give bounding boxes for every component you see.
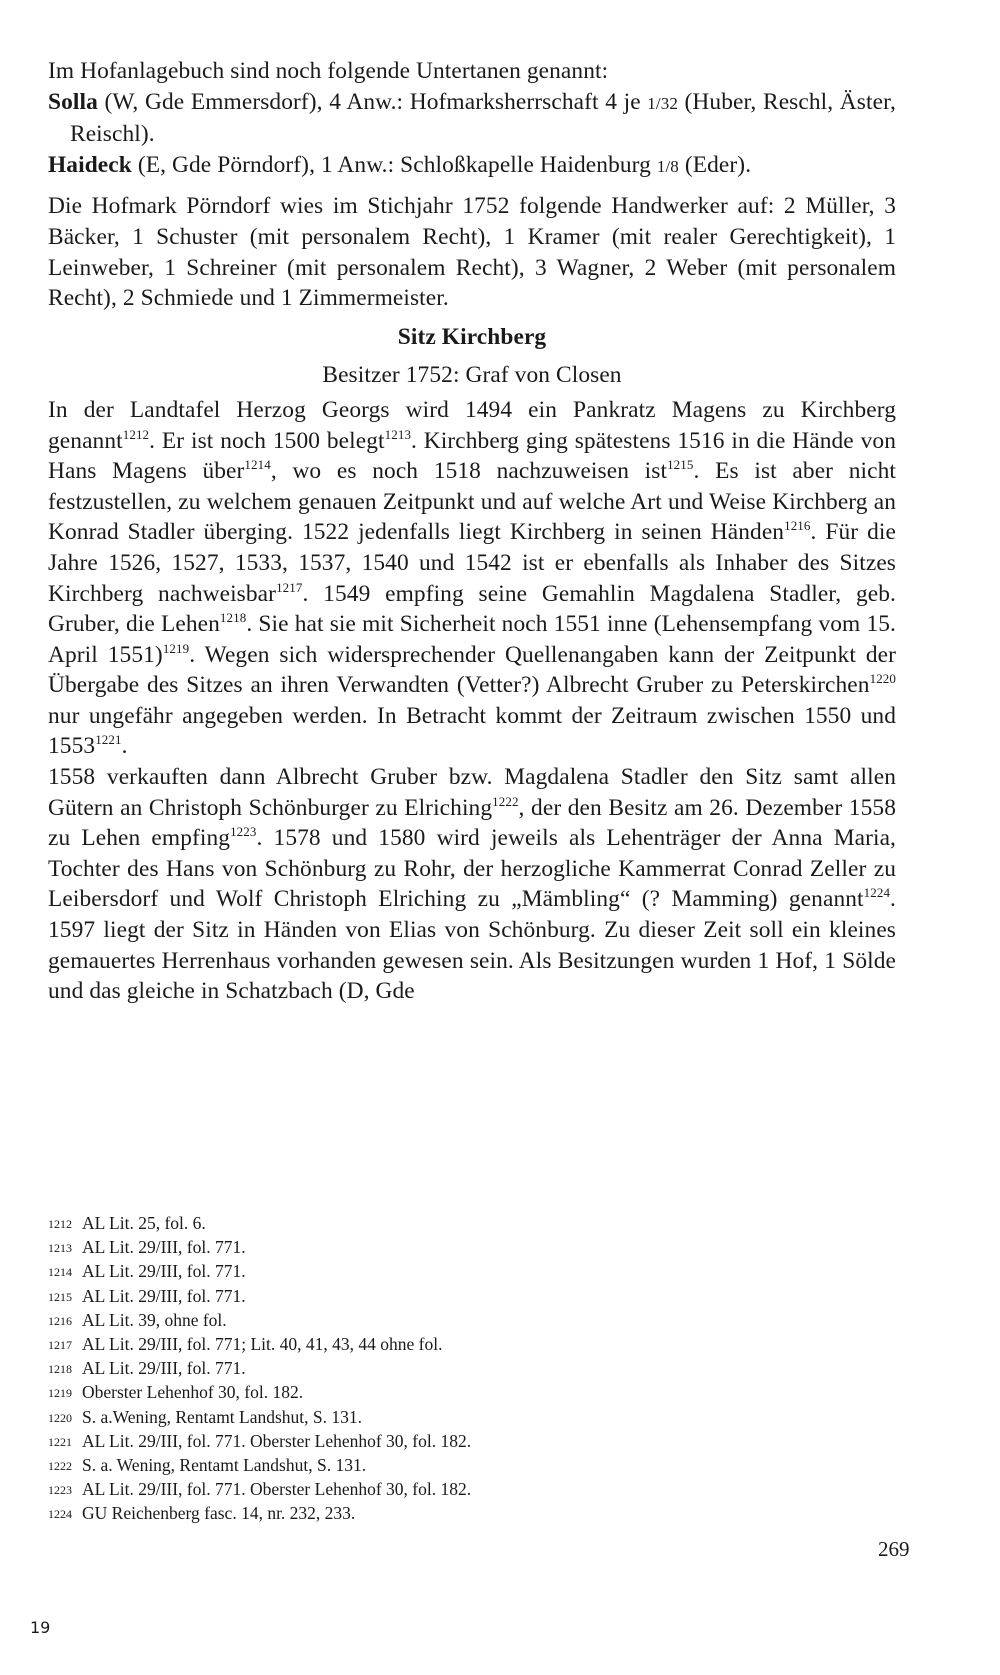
footnote-number: 1219 <box>48 1386 72 1401</box>
text-run: . Sie hat sie mit Sicherheit noch 1551 inne (Lehensempfang vom 15. April 1551) <box>48 611 896 668</box>
footnote <box>48 1357 748 1381</box>
footnote-ref: 1220 <box>869 671 896 687</box>
crafts-paragraph: Die Hofmark Pörndorf wies im Stichjahr 1752 folgende Handwerker auf: 2 Müller, 3 Bäcker, 1 Schuster (mit personalem Recht), 1 Kramer (mit realer Gerechtigkeit), 1 Leinweber, 1 Schreiner (mit personalem Recht), 3 Wagner, 2 Weber (mit personalem Recht), 2 Schmiede und 1 Zimmermeister. <box>48 193 896 312</box>
footnote-text: S. a.Wening, Rentamt Landshut, S. 131. <box>82 1406 363 1427</box>
footnote-text: AL Lit. 29/III, fol. 771. Oberster Lehenhof 30, fol. 182. <box>82 1430 472 1451</box>
footnote <box>48 1260 748 1284</box>
footnote-number: 1217 <box>48 1338 72 1353</box>
text-run: . 1549 empfing seine Gemahlin Magdalena Stadler, geb. Gruber, die Lehen <box>48 580 896 638</box>
footnote-ref: 1214 <box>244 457 271 473</box>
footnote <box>48 1406 748 1430</box>
main-text <box>48 56 896 1007</box>
footnote-text: S. a. Wening, Rentamt Landshut, S. 131. <box>82 1455 367 1476</box>
intro-line: Im Hofanlagebuch sind noch folgende Untertanen genannt: <box>48 58 609 84</box>
footnote <box>48 1333 748 1357</box>
footnote <box>48 1502 748 1526</box>
footnote-ref: 1218 <box>219 610 247 626</box>
section-heading: Sitz Kirchberg <box>397 323 547 350</box>
footnote-ref: 1223 <box>230 824 257 840</box>
footnote-text: Oberster Lehenhof 30, fol. 182. <box>82 1382 304 1403</box>
footnote-number: 1215 <box>48 1289 72 1304</box>
footnote-ref: 1221 <box>95 732 122 748</box>
footnote-text: AL Lit. 29/III, fol. 771. <box>82 1261 246 1282</box>
page-number: 269 <box>878 1537 910 1561</box>
text-run: nur ungefähr angegeben werden. In Betracht kommt der Zeitraum zwischen 1550 und 1553 <box>48 702 896 760</box>
footnote <box>48 1478 748 1502</box>
footnote-number: 1216 <box>48 1313 72 1328</box>
text-run: 1558 verkauften dann Albrecht Gruber bzw. Magdalena Stadler den Sitz samt allen Gütern an Christoph Schönburger zu Elriching <box>48 764 896 821</box>
text-run: . <box>121 733 128 760</box>
footnote-ref: 1212 <box>122 426 150 442</box>
footnote-number: 1222 <box>48 1459 72 1474</box>
text-run: . Er ist noch 1500 belegt <box>149 427 385 454</box>
fraction: 1/32 <box>647 93 678 113</box>
place-name: Solla <box>48 88 98 115</box>
footnote-text: AL Lit. 29/III, fol. 771. <box>82 1237 246 1258</box>
footnote-text: AL Lit. 39, ohne fol. <box>82 1309 227 1330</box>
entry-text: (E, Gde Pörndorf), 1 Anw.: Schloßkapelle Haidenburg <box>137 151 651 178</box>
footnote-number: 1214 <box>48 1265 72 1280</box>
footnote <box>48 1285 748 1309</box>
footnote-number: 1218 <box>48 1362 72 1377</box>
footnote <box>48 1381 748 1405</box>
fraction: 1/8 <box>656 156 679 176</box>
signature-mark: 19 <box>30 1618 51 1637</box>
footnote-ref: 1213 <box>384 426 412 442</box>
history-paragraph-2 <box>48 762 896 1007</box>
subject-entry-solla <box>48 87 896 150</box>
footnote-ref: 1217 <box>276 579 303 595</box>
text-run: . Für die Jahre 1526, 1527, 1533, 1537, 1540 und 1542 ist er ebenfalls als Inhaber des Sitzes Kirchberg nachweisbar <box>48 519 896 607</box>
text-run: . 1578 und 1580 wird jeweils als Lehenträger der Anna Maria, Tochter des Hans von Schönburg zu Rohr, der herzogliche Kammerrat Conrad Zeller zu Leibersdorf und Wolf Christoph Elriching zu „Mämbling“ (? Mamming) genannt <box>48 825 896 913</box>
text-run: , wo es noch 1518 nachzuweisen ist <box>270 458 668 485</box>
footnote-ref: 1216 <box>784 518 811 534</box>
text-run: . Es ist aber nicht festzustellen, zu welchem genauen Zeitpunkt und auf welche Art und Weise Kirchberg an Konrad Stadler überging. 1522 jedenfalls liegt Kirchberg in seinen Händen <box>48 458 896 546</box>
entry-end: (Eder). <box>684 151 752 178</box>
entry-end: (Huber, Reschl, Äster, Reischl). <box>70 88 896 148</box>
text-run: In der Landtafel Herzog Georgs wird 1494 ein Pankratz Magens zu Kirchberg genannt <box>48 396 896 454</box>
footnote-number: 1213 <box>48 1241 72 1256</box>
footnote-ref: 1219 <box>162 640 190 656</box>
footnote-text: AL Lit. 29/III, fol. 771. <box>82 1285 246 1306</box>
footnote-number: 1224 <box>48 1507 72 1522</box>
footnote <box>48 1430 748 1454</box>
footnote-text: AL Lit. 29/III, fol. 771; Lit. 40, 41, 43, 44 ohne fol. <box>82 1334 443 1355</box>
footnote <box>48 1212 748 1236</box>
footnote-ref: 1224 <box>863 885 891 901</box>
footnote-ref: 1222 <box>492 793 519 809</box>
footnote-number: 1212 <box>48 1217 72 1231</box>
footnote-ref: 1215 <box>667 457 694 473</box>
text-run: , der den Besitz am 26. Dezember 1558 zu Lehen empfing <box>48 794 896 852</box>
footnote <box>48 1309 748 1333</box>
entry-text: (W, Gde Emmersdorf), 4 Anw.: Hofmarksherrschaft 4 je <box>104 88 641 115</box>
owner-line: Besitzer 1752: Graf von Closen <box>322 362 622 389</box>
footnote-text: AL Lit. 29/III, fol. 771. <box>82 1358 246 1379</box>
footnote-text: AL Lit. 29/III, fol. 771. Oberster Lehenhof 30, fol. 182. <box>82 1479 472 1500</box>
text-run: . Kirchberg ging spätestens 1516 in die Hände von Hans Magens über <box>48 427 896 485</box>
history-paragraph-1 <box>48 395 896 762</box>
text-run: . 1597 liegt der Sitz in Händen von Elias von Schönburg. Zu dieser Zeit soll ein kleines gemauertes Herrenhaus vorhanden gewesen sein. Als Besitzungen wurden 1 Hof, 1 Sölde und das gleiche in Schatzbach (D, Gde <box>48 886 896 1005</box>
footnotes <box>48 1212 748 1527</box>
footnote <box>48 1454 748 1478</box>
footnote-text: GU Reichenberg fasc. 14, nr. 232, 233. <box>82 1503 356 1524</box>
footnote-number: 1220 <box>48 1410 72 1425</box>
text-run: . Wegen sich widersprechender Quellenangaben kann der Zeitpunkt der Übergabe des Sitzes an ihren Verwandten (Vetter?) Albrecht Gruber zu Peterskirchen <box>48 641 896 699</box>
subject-entry-haideck <box>48 150 896 183</box>
footnote-text: AL Lit. 25, fol. 6. <box>82 1213 206 1233</box>
footnote <box>48 1236 748 1260</box>
footnote-number: 1221 <box>48 1434 72 1449</box>
footnote-number: 1223 <box>48 1483 72 1498</box>
place-name: Haideck <box>48 151 132 178</box>
